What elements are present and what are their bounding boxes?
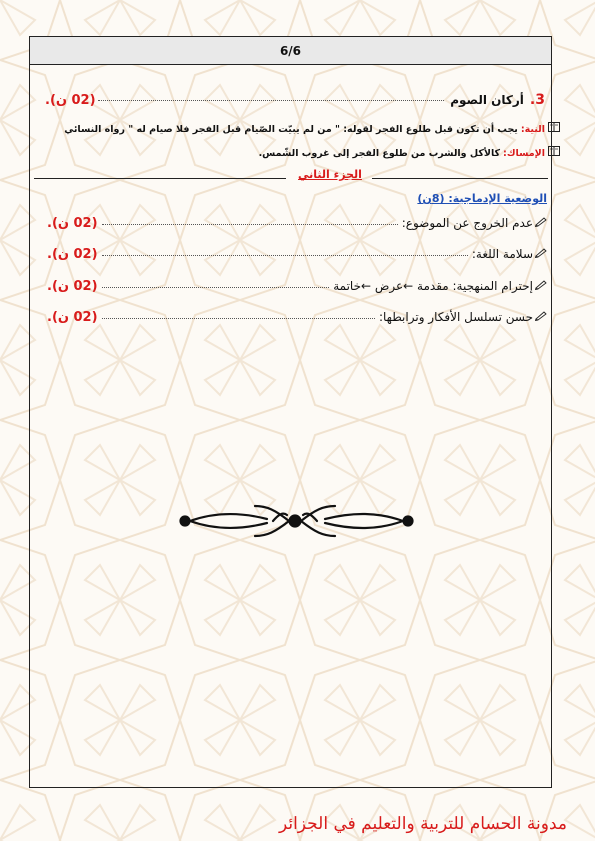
criterion-label: حسن تسلسل الأفكار وترابطها: xyxy=(378,310,533,324)
criterion-points: (02 ن). xyxy=(47,216,98,231)
answer-dots xyxy=(102,317,375,319)
imsak-text: كالأكل والشرب من طلوع الفجر إلى غروب الشّمس. xyxy=(258,148,501,159)
criterion-label: إحترام المنهجية: مقدمة ←عرض ←خاتمة xyxy=(333,279,533,293)
page-number: 6/6 xyxy=(279,43,302,58)
criterion-row xyxy=(47,247,547,262)
criterion-points: (02 ن). xyxy=(47,247,98,262)
niyya-text: يجب أن تكون قبل طلوع الفجر لقوله: " من لم يبيّت الصّيام قبل الفجر فلا صيام له " رواه النسائي xyxy=(64,124,518,135)
criterion-label: سلامة اللغة: xyxy=(471,247,533,261)
book-icon xyxy=(548,122,560,132)
niyya-label: النية: xyxy=(520,124,545,135)
part-two-title: الجزء الثاني xyxy=(298,168,362,181)
footer-blog-name: مدونة الحسام للتربية والتعليم في الجزائر xyxy=(278,814,567,834)
answer-dots xyxy=(102,286,330,288)
question-3-row xyxy=(45,92,545,108)
integration-title: الوضعية الإدماجية: (8ن) xyxy=(417,192,547,205)
pencil-icon xyxy=(535,311,547,321)
answer-dots xyxy=(102,223,398,225)
decorative-ornament xyxy=(175,500,420,542)
criterion-label: عدم الخروج عن الموضوع: xyxy=(401,216,533,230)
criterion-row xyxy=(47,310,547,325)
part-divider-left xyxy=(34,178,286,179)
book-icon xyxy=(548,146,560,156)
criterion-row xyxy=(47,216,547,231)
answer-dots xyxy=(98,99,445,101)
integration-title-row xyxy=(417,192,547,205)
criterion-row xyxy=(47,279,547,294)
page-header xyxy=(30,37,551,65)
imsak-label: الإمساك: xyxy=(503,148,545,159)
part-two-title-wrap xyxy=(290,168,370,181)
pencil-icon xyxy=(535,248,547,258)
imsak-line xyxy=(259,146,560,159)
answer-dots xyxy=(102,254,468,256)
pencil-icon xyxy=(535,280,547,290)
niyya-line xyxy=(64,122,560,135)
criterion-points: (02 ن). xyxy=(47,279,98,294)
question-label: أركان الصوم xyxy=(450,93,524,107)
question-number: 3. xyxy=(529,92,545,108)
part-divider-right xyxy=(372,178,548,179)
pencil-icon xyxy=(535,217,547,227)
criterion-points: (02 ن). xyxy=(47,310,98,325)
question-points: (02 ن). xyxy=(45,93,96,108)
